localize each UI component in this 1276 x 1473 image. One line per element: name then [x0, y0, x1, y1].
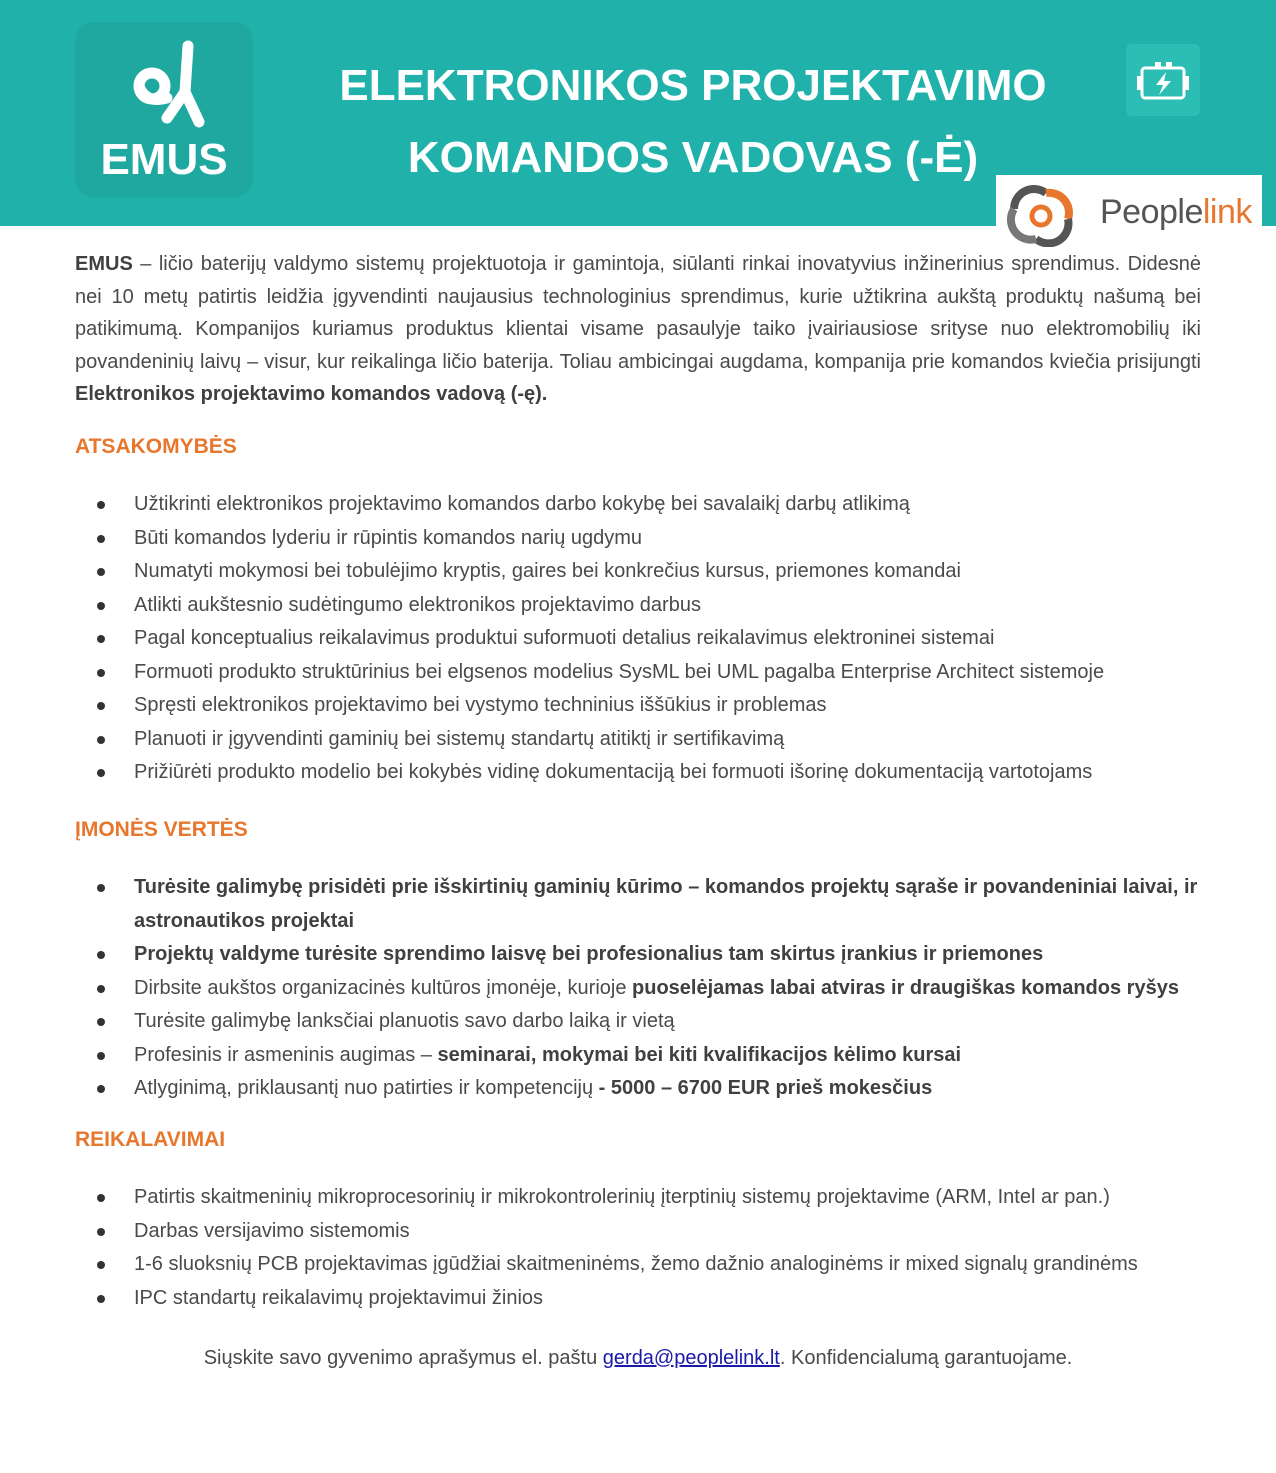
- bullet-icon: [97, 884, 105, 892]
- responsibilities-list: [75, 488, 1201, 790]
- list-item: [75, 938, 1201, 972]
- bullet-icon: [97, 669, 105, 677]
- peoplelink-text-accent: link: [1202, 193, 1252, 231]
- bullet-icon: [97, 635, 105, 643]
- bullet-icon: [97, 1228, 105, 1236]
- list-item: [75, 689, 1201, 723]
- list-item-text: Dirbsite aukštos organizacinės kultūros įmonėje, kurioje: [134, 976, 633, 999]
- list-item: [75, 1215, 1201, 1249]
- list-item: [75, 1181, 1201, 1215]
- bullet-icon: [97, 568, 105, 576]
- bullet-icon: [97, 1018, 105, 1026]
- bullet-icon: [97, 501, 105, 509]
- peoplelink-logo-text: [1100, 193, 1252, 232]
- list-item-text: Numatyti mokymosi bei tobulėjimo kryptis, gaires bei konkrečius kursus, priemones komandai: [134, 560, 961, 582]
- list-item: [75, 972, 1201, 1006]
- list-item-bold-text: Turėsite galimybę prisidėti prie išskirtinių gaminių kūrimo – komandos projektų sąraše ir povandeniniai laivai, ir astronautikos projektai: [134, 876, 1198, 932]
- intro-company: EMUS: [75, 253, 133, 275]
- list-item-bold-text: seminarai, mokymai bei kiti kvalifikacijos kėlimo kursai: [437, 1043, 962, 1066]
- intro-position: Elektronikos projektavimo komandos vadovą (-ę).: [75, 383, 548, 405]
- battery-badge: [1126, 44, 1200, 116]
- bullet-icon: [97, 769, 105, 777]
- emus-logo-icon: [75, 22, 253, 197]
- list-item: [75, 1005, 1201, 1039]
- list-item: [75, 555, 1201, 589]
- footer-text-before: Siųskite savo gyvenimo aprašymus el. paštu: [203, 1347, 603, 1369]
- list-item-text: Turėsite galimybę lanksčiai planuotis savo darbo laiką ir vietą: [134, 1010, 675, 1032]
- list-item-text: Darbas versijavimo sistemomis: [134, 1219, 410, 1242]
- values-list: [75, 871, 1201, 1106]
- list-item-text: Planuoti ir įgyvendinti gaminių bei sistemų standartų atitiktį ir sertifikavimą: [134, 727, 785, 750]
- list-item-text: 1-6 sluoksnių PCB projektavimas įgūdžiai skaitmeninėms, žemo dažnio analoginėms ir mixed signalų grandinėms: [134, 1253, 1138, 1275]
- bullet-icon: [97, 602, 105, 610]
- title-line-2: KOMANDOS VADOVAS (-Ė): [407, 133, 979, 182]
- section-title-responsibilities: ATSAKOMYBĖS: [75, 435, 237, 458]
- battery-charging-icon: [1126, 44, 1200, 116]
- bullet-icon: [97, 702, 105, 710]
- list-item-text: Formuoti produkto struktūrinius bei elgsenos modelius SysML bei UML pagalba Enterprise Architect sistemoje: [134, 660, 1105, 683]
- email-link[interactable]: gerda@peoplelink.lt: [602, 1347, 780, 1369]
- bullet-icon: [97, 1194, 105, 1202]
- peoplelink-logo: [996, 175, 1262, 250]
- list-item-bold-text: puoselėjamas labai atviras ir draugiškas komandos ryšys: [632, 976, 1179, 999]
- page-title: [300, 50, 1086, 194]
- main-content: [75, 248, 1201, 1369]
- list-item-text: Prižiūrėti produkto modelio bei kokybės vidinę dokumentaciją bei formuoti išorinę dokumentaciją vartotojams: [134, 761, 1093, 783]
- list-item-text: Pagal konceptualius reikalavimus produktui suformuoti detalius reikalavimus elektroninei sistemai: [134, 627, 995, 649]
- list-item-text: Atlyginimą, priklausantį nuo patirties ir kompetencijų: [134, 1077, 599, 1099]
- bullet-icon: [97, 736, 105, 744]
- list-item: [75, 1072, 1201, 1106]
- bullet-icon: [97, 985, 105, 993]
- list-item: [75, 1248, 1201, 1282]
- list-item-bold-text: - 5000 – 6700 EUR prieš mokesčius: [598, 1077, 933, 1099]
- emus-logo: [75, 22, 253, 197]
- list-item: [75, 871, 1201, 938]
- list-item-text: IPC standartų reikalavimų projektavimui žinios: [134, 1286, 544, 1309]
- header-banner: [0, 0, 1276, 231]
- bullet-icon: [97, 1261, 105, 1269]
- bullet-icon: [97, 1295, 105, 1303]
- intro-paragraph: [75, 248, 1201, 411]
- bullet-icon: [97, 1052, 105, 1060]
- list-item: [75, 1039, 1201, 1073]
- list-item-text: Atlikti aukštesnio sudėtingumo elektronikos projektavimo darbus: [134, 593, 701, 616]
- bullet-icon: [97, 951, 105, 959]
- list-item-bold-text: Projektų valdyme turėsite sprendimo laisvę bei profesionalius tam skirtus įrankius ir priemones: [134, 943, 1044, 965]
- list-item: [75, 723, 1201, 757]
- list-item: [75, 589, 1201, 623]
- list-item: [75, 756, 1201, 790]
- section-title-requirements: REIKALAVIMAI: [75, 1128, 226, 1151]
- bullet-icon: [97, 1085, 105, 1093]
- list-item-text: Būti komandos lyderiu ir rūpintis komandos narių ugdymu: [134, 526, 643, 549]
- emus-logo-text: EMUS: [100, 135, 228, 184]
- bullet-icon: [97, 535, 105, 543]
- list-item-text: Profesinis ir asmeninis augimas –: [134, 1043, 438, 1066]
- list-item: [75, 1282, 1201, 1316]
- intro-body: – ličio baterijų valdymo sistemų projektuotoja ir gamintoja, siūlanti rinkai inovatyvius inžinerinius sprendimus. Didesnė nei 10 metų patirtis leidžia įgyvendinti naujausius technologinius sprendimus, kurie užtikrina aukštą produktų našumą bei patikimumą. Kompanijos kuriamus produktus klientai visame pasaulyje taiko įvairiausiose srityse nuo elektromobilių iki povandeninių laivų – visur, kur reikalinga ličio baterija. Toliau ambicingai augdama, kompanija prie komandos kviečia prisijungti: [75, 253, 1201, 373]
- requirements-list: [75, 1181, 1201, 1315]
- footer-contact: [75, 1342, 1201, 1375]
- list-item: [75, 622, 1201, 656]
- list-item: [75, 522, 1201, 556]
- peoplelink-logo-icon: [1006, 179, 1096, 247]
- footer-text-after: . Konfidencialumą garantuojame.: [779, 1347, 1073, 1369]
- peoplelink-text-main: People: [1100, 193, 1203, 231]
- list-item: [75, 488, 1201, 522]
- list-item-text: Spręsti elektronikos projektavimo bei vystymo techninius iššūkius ir problemas: [134, 694, 827, 716]
- list-item: [75, 656, 1201, 690]
- list-item-text: Užtikrinti elektronikos projektavimo komandos darbo kokybę bei savalaikį darbų atlikimą: [134, 493, 910, 515]
- section-title-values: ĮMONĖS VERTĖS: [75, 818, 248, 841]
- title-line-1: ELEKTRONIKOS PROJEKTAVIMO: [339, 61, 1047, 110]
- list-item-text: Patirtis skaitmeninių mikroprocesorinių ir mikrokontrolerinių įterptinių sistemų projektavime (ARM, Intel ar pan.): [134, 1186, 1110, 1208]
